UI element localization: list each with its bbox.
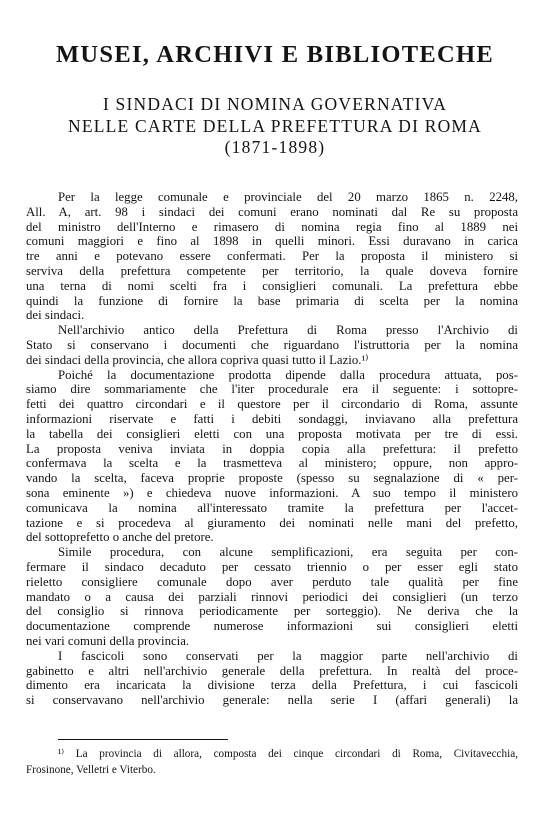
- footnote: [26, 746, 518, 778]
- text-line: Stato si conservano i documenti che riguardano l'istruttoria per la nomina: [26, 337, 518, 352]
- text-line: comunicava la nomina all'interessato tramite la prefettura per l'accet-: [26, 500, 518, 515]
- article-title: [0, 94, 550, 159]
- text-line: All. A, art. 98 i sindaci dei comuni erano nominati dal Re su proposta: [26, 204, 518, 219]
- article-title-line: NELLE CARTE DELLA PREFETTURA DI ROMA: [67, 115, 482, 136]
- text-line: rieletto consigliere comunale dopo aver perduto tale qualità per fine: [26, 574, 518, 589]
- text-line: informazioni riservate e fatti i debiti sondaggi, inviavano alla prefettura: [26, 411, 518, 426]
- text-line: sona eminente ») e chiedeva nuove informazioni. A suo tempo il ministero: [26, 485, 518, 500]
- text-line: nei vari comuni della provincia.: [26, 633, 190, 648]
- text-line: la tabella dei consiglieri eletti con una proposta motivata per tre di essi.: [26, 426, 518, 441]
- text-line: documentazione comprende numerose informazioni sui consiglieri eletti: [26, 619, 518, 634]
- article-title-line: I SINDACI DI NOMINA GOVERNATIVA: [102, 94, 448, 114]
- footnote-line: Frosinone, Velletri e Viterbo.: [26, 764, 156, 776]
- text-line: fetti dei quattro circondari e il questore per il circondario di Roma, assunte: [26, 397, 518, 412]
- text-line: serviva della prefettura competente per territorio, la quale doveva fornire: [26, 263, 518, 278]
- text-line: dei sindaci della provincia, che allora copriva quasi tutto il Lazio.¹⁾: [26, 352, 369, 367]
- section-title: MUSEI, ARCHIVI E BIBLIOTECHE: [55, 41, 495, 68]
- text-line: La proposta veniva inviata in doppia copia alla prefettura: il prefetto: [26, 441, 518, 456]
- text-line: Poiché la documentazione prodotta dipende dalla procedura attuata, pos-: [58, 367, 518, 382]
- text-line: del ministro dell'Interno e rimasero di nomina regia fino al 1889 nei: [26, 219, 518, 234]
- text-line: siamo dire sommariamente che l'iter procedurale era il seguente: i sottopre-: [26, 382, 518, 397]
- text-line: una terna di nomi scelti fra i consiglieri comunali. La prefettura ebbe: [26, 278, 518, 293]
- article-title-dates: (1871-1898): [224, 137, 326, 157]
- text-line: vando la scelta, faceva proprie proposte (spesso su segnalazione di « per-: [26, 471, 518, 486]
- text-line: quindi la funzione di fornire la base primaria di scelta per la nomina: [26, 293, 518, 308]
- text-line: confermava la scelta e la trasmetteva al ministero; oppure, non appro-: [26, 456, 518, 471]
- text-line: si conservavano nell'archivio generale: nella serie I (affari generali) la: [26, 693, 518, 708]
- text-line: fermare il sindaco decaduto per cessato triennio o per esser egli stato: [26, 559, 518, 574]
- text-line: del sottoprefetto o anche del pretore.: [26, 530, 214, 545]
- text-line: dei sindaci.: [26, 308, 85, 323]
- text-line: mandato o a causa dei parziali rinnovi periodici dei consiglieri (un terzo: [26, 589, 518, 604]
- text-line: tre anni e potevano essere confermati. Per la proposta il ministero si: [26, 249, 518, 264]
- article-body: [26, 190, 518, 708]
- text-line: del consiglio si rinnova periodicamente per sorteggio). Ne deriva che la: [26, 604, 518, 619]
- text-line: Simile procedura, con alcune semplificazioni, era seguita per con-: [58, 545, 518, 560]
- text-line: dimento era incaricata la divisione terza della Prefettura, i cui fascicoli: [26, 678, 518, 693]
- text-line: Per la legge comunale e provinciale del 20 marzo 1865 n. 2248,: [58, 190, 518, 204]
- text-line: tazione e si procedeva al giuramento dei nominati nelle mani del prefetto,: [26, 515, 518, 530]
- footnote-separator: [58, 739, 228, 740]
- footnote-line: ¹⁾ La provincia di allora, composta dei cinque circondari di Roma, Civitavecchia,: [58, 748, 518, 760]
- text-line: comuni maggiori e fino al 1898 in quelli minori. Essi duravano in carica: [26, 234, 518, 249]
- text-line: I fascicoli sono conservati per la maggior parte nell'archivio di: [58, 648, 518, 663]
- text-line: Nell'archivio antico della Prefettura di Roma presso l'Archivio di: [58, 323, 518, 338]
- text-line: gabinetto e altri nell'archivio generale della prefettura. In realtà del proce-: [26, 663, 518, 678]
